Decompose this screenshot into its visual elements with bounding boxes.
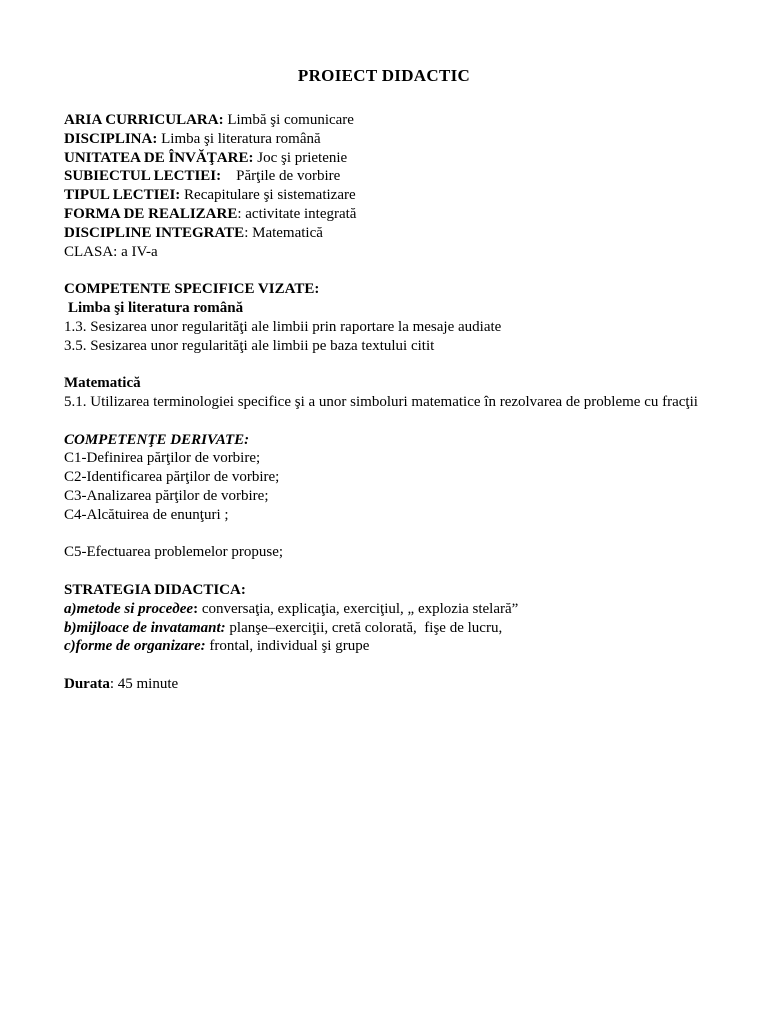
- mate-item: 5.1. Utilizarea terminologiei specifice şi a unor simboluri matematice în rezolvarea de probleme cu fracţii: [64, 393, 698, 410]
- meta-forma: [64, 205, 724, 224]
- strategie-forme: [64, 637, 724, 656]
- durata: [64, 675, 724, 694]
- meta-clasa: [64, 243, 724, 262]
- durata-label: Durata: [64, 675, 110, 692]
- meta-value: Joc şi prietenie: [253, 149, 348, 166]
- strategie-value: planşe–exerciţii, cretă colorată, fişe de lucru,: [225, 619, 503, 636]
- meta-value: Limba şi literatura română: [157, 130, 321, 147]
- strategie-label: c)forme de organizare:: [64, 638, 206, 655]
- derivate-heading: COMPETENŢE DERIVATE:: [64, 431, 250, 448]
- strategie-mijloace: [64, 619, 724, 638]
- meta-tipul: [64, 186, 724, 205]
- strategie-label: a)metode si proceдee: [64, 600, 194, 617]
- meta-label: DISCIPLINA:: [64, 130, 158, 147]
- strategie-label: b)mijloace de invatamant:: [64, 619, 226, 636]
- derivate-item: C4-Alcătuirea de enunţuri ;: [64, 506, 229, 523]
- meta-value: CLASA: a IV-a: [64, 243, 158, 260]
- meta-label: TIPUL LECTIEI:: [64, 187, 181, 204]
- derivate-item: C2-Identificarea părţilor de vorbire;: [64, 469, 280, 486]
- mate-heading: Matematică: [64, 375, 141, 392]
- romana-heading: Limba şi literatura română: [68, 299, 244, 316]
- page-title: PROIECT DIDACTIC: [297, 66, 471, 85]
- meta-disciplina: [64, 130, 724, 149]
- meta-label: SUBIECTUL LECTIEI:: [64, 168, 222, 185]
- meta-value: Părţile de vorbire: [221, 168, 341, 185]
- romana-item: 3.5. Sesizarea unor regularităţi ale limbii pe baza textului citit: [64, 337, 435, 354]
- strategie-value: frontal, individual şi grupe: [205, 638, 370, 655]
- meta-unitatea: [64, 149, 724, 168]
- romana-item: 1.3. Sesizarea unor regularităţi ale limbii prin raportare la mesaje audiate: [64, 318, 502, 335]
- meta-label: ARIA CURRICULARA:: [64, 112, 224, 128]
- strategie-value: conversaţia, explicaţia, exerciţiul, „ explozia stelară”: [198, 600, 519, 617]
- meta-aria: [64, 111, 724, 130]
- meta-value: Recapitulare şi sistematizare: [180, 187, 356, 204]
- meta-subiectul: [64, 167, 724, 186]
- durata-value: : 45 minute: [109, 675, 179, 692]
- meta-label: UNITATEA DE ÎNVĂŢARE:: [64, 149, 254, 166]
- meta-label: FORMA DE REALIZARE: [64, 205, 238, 222]
- meta-value: : Matematică: [244, 224, 323, 241]
- meta-value: : activitate integrată: [237, 205, 357, 222]
- derivate-item: C3-Analizarea părţilor de vorbire;: [64, 487, 269, 504]
- meta-discipline-integrate: [64, 224, 724, 243]
- strategie-heading: STRATEGIA DIDACTICA:: [64, 581, 246, 598]
- meta-value: Limbă şi comunicare: [223, 112, 354, 128]
- meta-label: DISCIPLINE INTEGRATE: [64, 224, 245, 241]
- derivate-item-c5: C5-Efectuarea problemelor propuse;: [64, 544, 284, 561]
- strategie-sep: :: [193, 600, 199, 617]
- derivate-item: C1-Definirea părţilor de vorbire;: [64, 450, 261, 467]
- document-body: [64, 111, 724, 694]
- strategie-metode: [64, 600, 724, 619]
- competente-heading: COMPETENTE SPECIFICE VIZATE:: [64, 281, 320, 298]
